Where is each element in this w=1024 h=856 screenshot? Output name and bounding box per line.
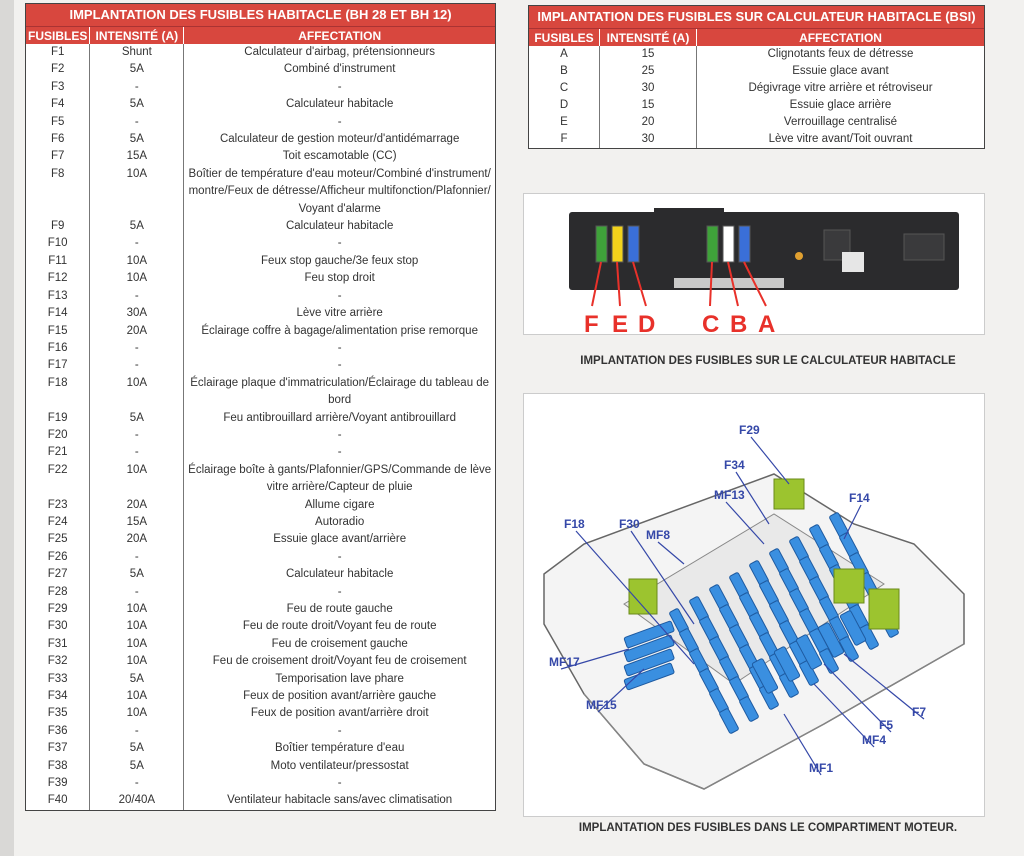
fuse-row [529,114,984,131]
fuse-assignment: - [337,550,342,563]
fuse-intensity: 10A [90,688,184,705]
fuse-intensity: 5A [90,671,184,688]
fuse-intensity: - [90,723,184,740]
fuse-id: F36 [26,723,90,740]
bsi-fuse-letters [584,311,775,334]
fuse-row [26,671,495,688]
fuse-id: F28 [26,584,90,601]
fuse-row [26,566,495,583]
fuse-id: F32 [26,653,90,670]
bsi-fuse-table-body [529,46,984,148]
fuse-assignment: Feu stop droit [304,272,375,285]
fuse-intensity: 10A [90,705,184,722]
fuse-row [26,79,495,96]
fuse-assignment: Lève vitre avant/Toit ouvrant [768,133,913,145]
fuse-id: F3 [26,79,90,96]
fuse-id: F7 [26,148,90,165]
fuse-intensity: - [90,775,184,792]
fuse-row [26,131,495,148]
fuse-assignment: - [337,359,342,372]
fuse-id: F20 [26,427,90,444]
page-edge-band [0,0,14,856]
fuse-id: B [529,63,600,80]
fuse-intensity: 15 [600,97,697,114]
fuse-id: F30 [26,618,90,635]
fuse-intensity: - [90,427,184,444]
fuse-intensity: 20A [90,531,184,548]
fuse-intensity: 10A [90,166,184,218]
fuse-assignment: - [337,446,342,459]
engine-relay [834,569,864,603]
fuse-assignment: Feu de route droit/Voyant feu de route [242,620,437,633]
fuse-id: F15 [26,323,90,340]
fuse-row [26,740,495,757]
fuse-assignment: - [337,341,342,354]
fuse-row [26,288,495,305]
fuse-row [529,46,984,63]
fuse-row [26,618,495,635]
fuse-intensity: 30 [600,80,697,97]
engine-fuse-label: F7 [912,705,927,719]
fuse-assignment: - [337,237,342,250]
fuse-assignment: Clignotants feux de détresse [767,48,914,60]
fuse-row [26,375,495,410]
fuse-row [26,114,495,131]
cabin-fuse-table-body [26,44,495,810]
fuse-row [26,775,495,792]
fuse-intensity: - [90,235,184,252]
fuse-id: F6 [26,131,90,148]
fuse-id: E [529,114,600,131]
fuse-row [26,549,495,566]
fuse-row [26,166,495,218]
fuse-row [26,340,495,357]
fuse-row [26,253,495,270]
fuse-assignment: Éclairage plaque d'immatriculation/Éclairage du tableau de bord [190,376,490,407]
bsi-fuse-table [528,5,985,149]
fuse-assignment: - [337,80,342,93]
fuse-assignment: Moto ventilateur/pressostat [270,759,409,772]
engine-fuse-label: MF13 [714,488,745,502]
fuse-id: F [529,131,600,148]
bsi-fuse-letter: C [702,311,720,334]
fuse-row [26,792,495,809]
fuse-intensity: - [90,357,184,374]
fuse-intensity: - [90,444,184,461]
fuse-row [26,357,495,374]
fuse-assignment: Calculateur habitacle [285,98,394,111]
bsi-fuse [596,226,607,262]
bsi-fuse-table-header [529,29,984,46]
engine-fuse-label: F18 [564,517,585,531]
fuse-id: F19 [26,410,90,427]
fuse-id: F8 [26,166,90,218]
fuse-assignment: Autoradio [315,515,365,528]
fuse-id: F26 [26,549,90,566]
fuse-row [26,44,495,61]
fuse-intensity: 5A [90,566,184,583]
fuse-row [26,61,495,78]
bsi-fuse [707,226,718,262]
fuse-row [26,270,495,287]
bsi-unit-photo [523,193,985,335]
fuse-assignment: Essuie glace avant [792,65,889,77]
engine-fuse-label: MF15 [586,698,617,712]
fuse-assignment: Dégivrage vitre arrière et rétroviseur [748,82,933,94]
engine-fuse-label: F29 [739,423,760,437]
fuse-intensity: 5A [90,131,184,148]
fuse-row [26,723,495,740]
fuse-assignment: Feu de croisement gauche [271,637,408,650]
fuse-intensity: 10A [90,462,184,497]
fuse-row [529,63,984,80]
engine-fuse-label: MF4 [862,733,886,747]
engine-relay [629,579,657,614]
fuse-intensity: 20A [90,497,184,514]
header-fuses: FUSIBLES [529,29,600,46]
fuse-id: F37 [26,740,90,757]
fuse-assignment: Éclairage coffre à bagage/alimentation prise remorque [201,324,478,337]
cabin-fuse-table [25,3,496,811]
engine-fuse-diagram [523,393,985,817]
fuse-intensity: - [90,340,184,357]
fuse-assignment: Calculateur d'airbag, prétensionneurs [244,46,436,58]
fuse-intensity: - [90,114,184,131]
fuse-intensity: 10A [90,653,184,670]
fuse-id: F14 [26,305,90,322]
fuse-intensity: 10A [90,253,184,270]
fuse-assignment: Calculateur de gestion moteur/d'antidémarrage [219,133,460,146]
fuse-row [26,688,495,705]
fuse-row [26,462,495,497]
fuse-row [26,584,495,601]
engine-fuse-label: F30 [619,517,640,531]
fuse-assignment: Calculateur habitacle [285,220,394,233]
fuse-id: F18 [26,375,90,410]
bsi-fuse-letter: E [612,311,629,334]
fuse-assignment: Essuie glace arrière [789,99,892,111]
bsi-fuse-letter: D [638,311,656,334]
fuse-row [26,218,495,235]
fuse-row [26,636,495,653]
fuse-id: F17 [26,357,90,374]
engine-fuse-label: MF1 [809,761,833,775]
fuse-id: F38 [26,758,90,775]
fuse-id: D [529,97,600,114]
fuse-assignment: Ventilateur habitacle sans/avec climatisation [227,794,453,807]
fuse-id: F27 [26,566,90,583]
fuse-id: F5 [26,114,90,131]
fuse-row [26,444,495,461]
engine-fuse-label: F34 [724,458,745,472]
engine-fuse-label: F14 [849,491,870,505]
fuse-assignment: - [337,289,342,302]
fuse-assignment: Lève vitre arrière [296,307,383,320]
fuse-id: F23 [26,497,90,514]
header-intensity: INTENSITÉ (A) [600,29,697,46]
fuse-id: F13 [26,288,90,305]
fuse-intensity: - [90,288,184,305]
fuse-id: F10 [26,235,90,252]
fuse-intensity: 10A [90,636,184,653]
fuse-id: F1 [26,44,90,61]
fuse-assignment: - [337,428,342,441]
fuse-assignment: Toit escamotable (CC) [282,150,397,163]
fuse-id: F31 [26,636,90,653]
header-fuses: FUSIBLES [26,27,90,44]
fuse-id: F29 [26,601,90,618]
fuse-assignment: Feux stop gauche/3e feux stop [261,254,419,267]
bsi-fuse-letter: F [584,311,599,334]
fuse-assignment: - [337,585,342,598]
fuse-assignment: Feu de route gauche [286,603,393,615]
fuse-assignment: - [337,724,342,737]
fuse-id: F11 [26,253,90,270]
fuse-assignment: Combiné d'instrument [283,63,396,76]
fuse-row [26,531,495,548]
bsi-fuse [723,226,734,262]
engine-fuse-box-illustration [524,394,984,816]
fuse-intensity: 15A [90,514,184,531]
fuse-intensity: 5A [90,758,184,775]
fuse-intensity: 5A [90,61,184,78]
fuse-assignment: Boîtier température d'eau [274,742,405,755]
fuse-assignment: - [337,777,342,790]
fuse-id: F4 [26,96,90,113]
fuse-row [26,653,495,670]
header-assignment: AFFECTATION [697,29,985,46]
fuse-row [26,601,495,618]
fuse-assignment: Feu de croisement droit/Voyant feu de croisement [212,655,467,668]
fuse-row [26,514,495,531]
fuse-id: F12 [26,270,90,287]
fuse-intensity: 5A [90,740,184,757]
engine-fuse-label: F5 [879,718,894,732]
fuse-assignment: Calculateur habitacle [285,568,394,581]
fuse-id: F24 [26,514,90,531]
header-intensity: INTENSITÉ (A) [90,27,184,44]
engine-fuse-label: MF8 [646,528,670,542]
fuse-assignment: Éclairage boîte à gants/Plafonnier/GPS/Commande de lève vitre arrière/Capteur de pluie [188,463,492,494]
fuse-intensity: 30A [90,305,184,322]
fuse-row [26,497,495,514]
engine-relay [869,589,899,629]
fuse-row [26,305,495,322]
fuse-assignment: Verrouillage centralisé [783,116,898,128]
fuse-intensity: - [90,584,184,601]
engine-diagram-caption: IMPLANTATION DES FUSIBLES DANS LE COMPARTIMENT MOTEUR. [578,822,958,834]
bsi-fuse [628,226,639,262]
fuse-intensity: 30 [600,131,697,148]
fuse-intensity: 10A [90,375,184,410]
bsi-unit-illustration [524,194,984,334]
fuse-row [26,427,495,444]
fuse-id: F16 [26,340,90,357]
bsi-fuse [739,226,750,262]
fuse-row [529,131,984,148]
fuse-assignment: Feu antibrouillard arrière/Voyant antibrouillard [223,411,457,424]
fuse-id: F22 [26,462,90,497]
fuse-intensity: Shunt [90,44,184,61]
fuse-id: F34 [26,688,90,705]
fuse-intensity: 10A [90,601,184,618]
fuse-intensity: 15 [600,46,697,63]
fuse-assignment: Essuie glace avant/arrière [273,533,407,546]
fuse-id: F40 [26,792,90,809]
fuse-id: F9 [26,218,90,235]
header-assignment: AFFECTATION [184,27,495,44]
fuse-intensity: - [90,79,184,96]
fuse-row [529,97,984,114]
fuse-id: C [529,80,600,97]
bsi-fuse-letter: B [730,311,748,334]
fuse-id: F33 [26,671,90,688]
bsi-photo-caption: IMPLANTATION DES FUSIBLES SUR LE CALCULATEUR HABITACLE [580,355,956,367]
bsi-fuse-table-title: IMPLANTATION DES FUSIBLES SUR CALCULATEUR HABITACLE (BSI) [529,6,984,29]
fuse-assignment: Boîtier de température d'eau moteur/Combiné d'instrument/ montre/Feux de détresse/Afficheur multifonction/Plafonnier/ Voyant d'alarme [188,167,491,215]
fuse-intensity: 5A [90,218,184,235]
fuse-id: A [529,46,600,63]
fuse-id: F35 [26,705,90,722]
fuse-intensity: 20A [90,323,184,340]
fuse-row [26,323,495,340]
fuse-intensity: 20 [600,114,697,131]
cabin-fuse-table-title: IMPLANTATION DES FUSIBLES HABITACLE (BH 28 ET BH 12) [26,4,495,27]
fuse-row [529,80,984,97]
fuse-intensity: 5A [90,410,184,427]
fuse-assignment: - [337,115,342,128]
fuse-row [26,410,495,427]
fuse-row [26,148,495,165]
fuse-intensity: 10A [90,618,184,635]
fuse-assignment: Allume cigare [304,498,375,511]
fuse-intensity: 15A [90,148,184,165]
fuse-row [26,705,495,722]
fuse-intensity: 10A [90,270,184,287]
fuse-row [26,235,495,252]
fuse-row [26,758,495,775]
fuse-assignment: Temporisation lave phare [275,672,404,685]
bsi-fuse [612,226,623,262]
fuse-intensity: 25 [600,63,697,80]
bsi-fuse-letter: A [758,311,776,334]
fuse-id: F2 [26,61,90,78]
fuse-id: F21 [26,444,90,461]
fuse-intensity: 5A [90,96,184,113]
fuse-assignment: Feux de position avant/arrière droit [250,707,429,720]
fuse-intensity: 20/40A [90,792,184,809]
fuse-intensity: - [90,549,184,566]
fuse-id: F39 [26,775,90,792]
engine-fuse-label: MF17 [549,655,580,669]
fuse-assignment: Feux de position avant/arrière gauche [243,690,437,703]
cabin-fuse-table-header [26,27,495,44]
fuse-id: F25 [26,531,90,548]
fuse-row [26,96,495,113]
